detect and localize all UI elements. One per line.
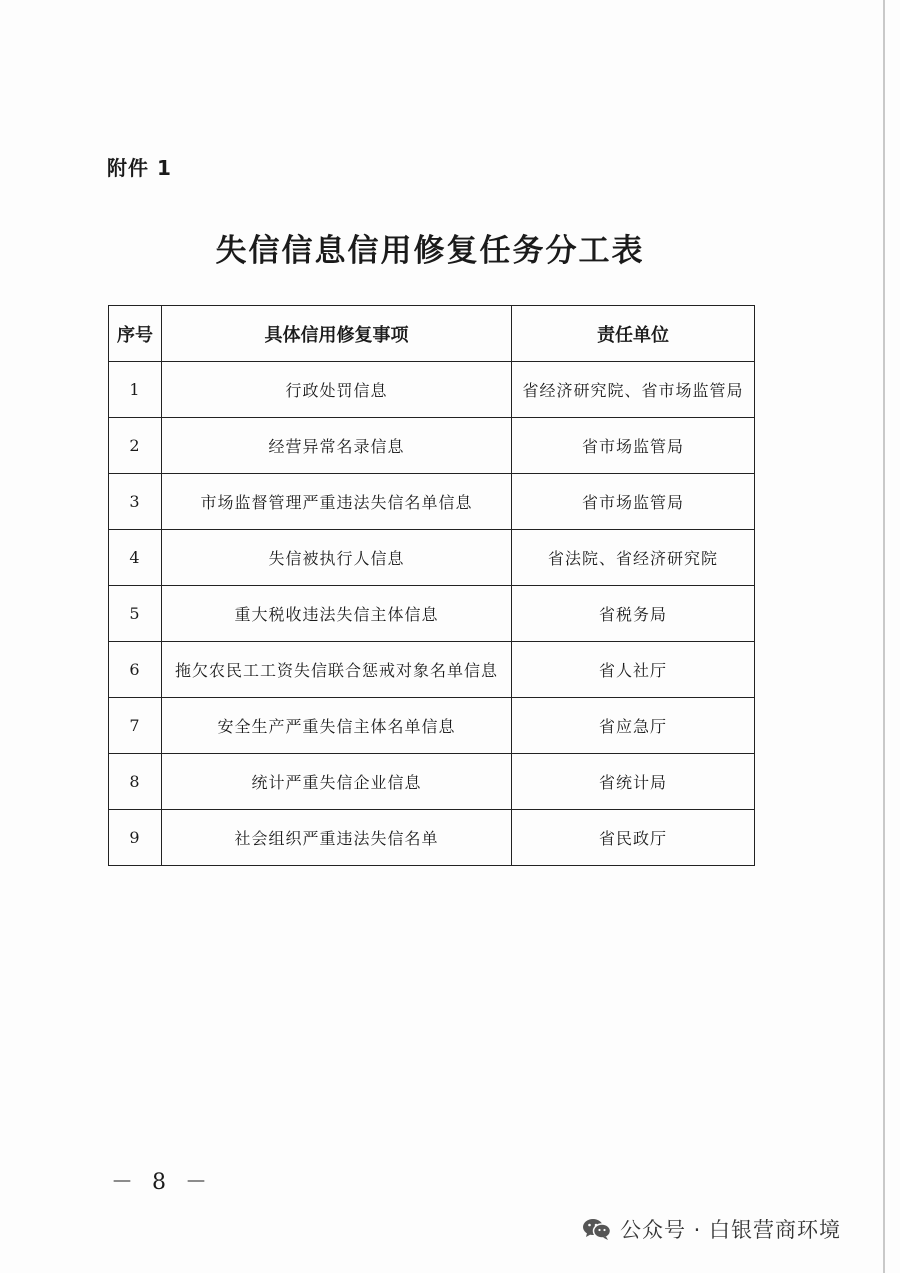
table-row — [109, 474, 755, 530]
page-title: 失信信息信用修复任务分工表 — [215, 233, 645, 269]
row-item: 行政处罚信息 — [162, 362, 512, 418]
row-unit: 省法院、省经济研究院 — [512, 530, 755, 586]
row-unit: 省经济研究院、省市场监管局 — [512, 362, 755, 418]
row-number: 5 — [109, 586, 162, 642]
row-number: 1 — [109, 362, 162, 418]
row-unit: 省税务局 — [512, 586, 755, 642]
table-row — [109, 586, 755, 642]
row-item: 市场监督管理严重违法失信名单信息 — [162, 474, 512, 530]
page-edge-divider — [883, 0, 885, 1273]
table-row — [109, 754, 755, 810]
row-number: 9 — [109, 810, 162, 866]
row-item: 经营异常名录信息 — [162, 418, 512, 474]
header-unit: 责任单位 — [512, 306, 755, 362]
attachment-label: 附件 1 — [107, 156, 172, 180]
row-unit: 省市场监管局 — [512, 474, 755, 530]
row-item: 安全生产严重失信主体名单信息 — [162, 698, 512, 754]
row-item: 拖欠农民工工资失信联合惩戒对象名单信息 — [162, 642, 512, 698]
row-number: 2 — [109, 418, 162, 474]
row-item: 重大税收违法失信主体信息 — [162, 586, 512, 642]
row-unit: 省民政厅 — [512, 810, 755, 866]
watermark — [582, 1214, 841, 1244]
table-row — [109, 418, 755, 474]
table-row — [109, 530, 755, 586]
row-number: 8 — [109, 754, 162, 810]
wechat-icon — [582, 1217, 612, 1241]
row-number: 3 — [109, 474, 162, 530]
row-number: 7 — [109, 698, 162, 754]
table-row — [109, 810, 755, 866]
row-unit: 省统计局 — [512, 754, 755, 810]
row-number: 6 — [109, 642, 162, 698]
header-item: 具体信用修复事项 — [162, 306, 512, 362]
task-table — [108, 305, 755, 866]
watermark-text: 公众号 · 白银营商环境 — [620, 1218, 842, 1242]
header-number: 序号 — [109, 306, 162, 362]
row-unit: 省应急厅 — [512, 698, 755, 754]
page-number: － 8 － — [111, 1170, 213, 1195]
table-row — [109, 642, 755, 698]
row-unit: 省市场监管局 — [512, 418, 755, 474]
table-header-row — [109, 306, 755, 362]
row-item: 统计严重失信企业信息 — [162, 754, 512, 810]
table-row — [109, 362, 755, 418]
table-row — [109, 698, 755, 754]
row-item: 社会组织严重违法失信名单 — [162, 810, 512, 866]
row-item: 失信被执行人信息 — [162, 530, 512, 586]
row-unit: 省人社厅 — [512, 642, 755, 698]
row-number: 4 — [109, 530, 162, 586]
